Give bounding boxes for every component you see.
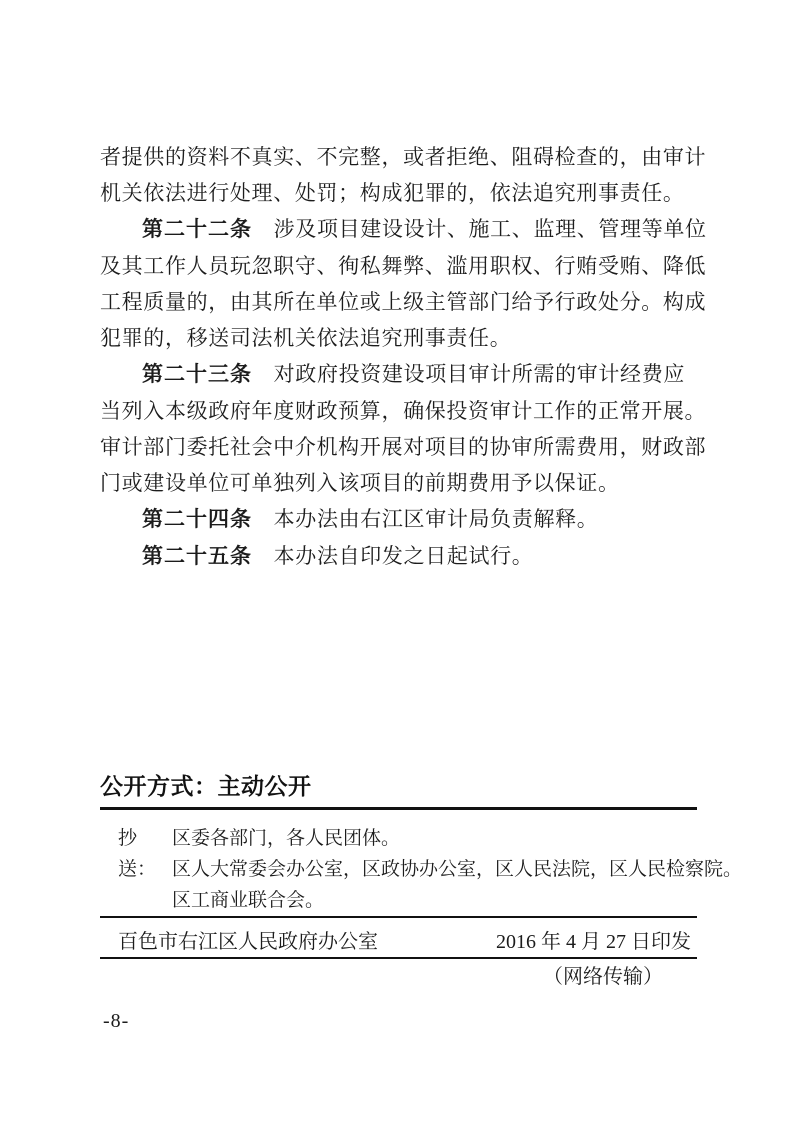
- body-text: [100, 139, 708, 575]
- body-line: 犯罪的，移送司法机关依法追究刑事责任。: [100, 326, 512, 350]
- body-line: 第二十三条 对政府投资建设项目审计所需的审计经费应: [142, 362, 686, 386]
- body-line: 第二十五条 本办法自印发之日起试行。: [142, 544, 534, 568]
- separator-rule-cc: [100, 916, 697, 918]
- separator-rule-publicity: [100, 807, 697, 810]
- body-line: 第二十二条 涉及项目建设设计、施工、监理、管理等单位: [142, 217, 707, 241]
- body-line: 及其工作人员玩忽职守、徇私舞弊、滥用职权、行贿受贿、降低: [100, 254, 707, 278]
- article-number: 第二十三条: [142, 363, 252, 386]
- cc-line: 区工商业联合会。: [172, 890, 325, 911]
- cc-block: [100, 823, 743, 916]
- cc-lines: [172, 823, 742, 916]
- cc-line: 区委各部门，各人民团体。: [172, 828, 401, 849]
- page-number: -8-: [103, 1010, 130, 1032]
- issuer-row: [100, 922, 697, 956]
- body-line: 者提供的资料不真实、不完整，或者拒绝、阻碍检查的，由审计: [100, 145, 707, 169]
- body-line: 机关依法进行处理、处罚；构成犯罪的，依法追究刑事责任。: [100, 181, 685, 205]
- cc-line: 区人大常委会办公室，区政协办公室，区人民法院，区人民检察院。: [172, 859, 743, 880]
- body-line: 门或建设单位可单独列入该项目的前期费用予以保证。: [100, 471, 620, 495]
- body-line: 工程质量的，由其所在单位或上级主管部门给予行政处分。构成: [100, 290, 707, 314]
- body-line: 审计部门委托社会中介机构开展对项目的协审所需费用，财政部: [100, 435, 707, 459]
- issuer-office: 百色市右江区人民政府办公室: [118, 930, 378, 953]
- print-date: 2016 年 4 月 27 日印发: [496, 930, 691, 953]
- body-line: 当列入本级政府年度财政预算，确保投资审计工作的正常开展。: [100, 399, 707, 423]
- separator-rule-issuer: [100, 957, 697, 959]
- article-number: 第二十四条: [142, 508, 252, 531]
- body-line: 第二十四条 本办法由右江区审计局负责解释。: [142, 507, 599, 531]
- publicity-method-heading: 公开方式：主动公开: [100, 773, 312, 799]
- article-number: 第二十二条: [142, 218, 252, 241]
- transmission-note: （网络传输）: [543, 966, 663, 988]
- article-number: 第二十五条: [142, 545, 252, 568]
- cc-label: 抄送：: [118, 828, 157, 880]
